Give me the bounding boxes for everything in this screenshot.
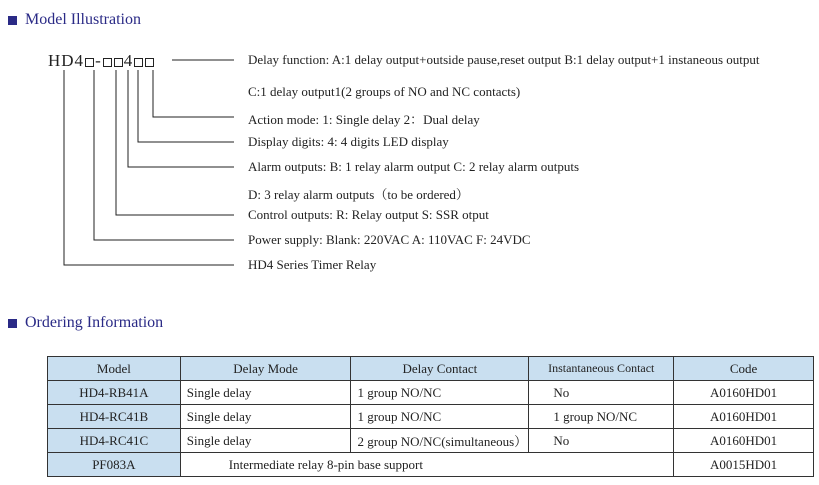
desc-power-supply: Power supply: Blank: 220VAC A: 110VAC F: 24VDC <box>248 232 531 247</box>
ordering-table <box>47 356 814 477</box>
delay-contact-cell: 1 group NO/NC <box>351 405 529 429</box>
code-mid: 4 <box>123 51 134 70</box>
leader-alarm-outputs <box>128 70 234 167</box>
model-cell: HD4-RB41A <box>48 381 181 405</box>
column-header: Delay Contact <box>351 357 529 381</box>
desc-series: HD4 Series Timer Relay <box>248 257 377 272</box>
model-cell: HD4-RC41B <box>48 405 181 429</box>
desc-alarm-outputs: Alarm outputs: B: 1 relay alarm output C: 2 relay alarm outputs <box>248 159 580 174</box>
column-header: Delay Mode <box>180 357 351 381</box>
instant-contact-cell: No <box>529 429 674 453</box>
instant-contact-cell: 1 group NO/NC <box>529 405 674 429</box>
code-cell: A0015HD01 <box>674 453 814 477</box>
code-cell: A0160HD01 <box>674 381 814 405</box>
desc-display-digits: Display digits: 4: 4 digits LED display <box>248 134 449 149</box>
table-row <box>48 381 814 405</box>
delay-mode-cell: Single delay <box>180 381 351 405</box>
leader-action-mode <box>153 70 234 117</box>
model-cell: PF083A <box>48 453 181 477</box>
delay-contact-cell: 2 group NO/NC(simultaneous） <box>351 429 529 453</box>
delay-mode-cell: Single delay <box>180 429 351 453</box>
leader-display-digits <box>138 70 234 142</box>
table-row <box>48 453 814 477</box>
desc-action-mode: Action mode: 1: Single delay 2：Dual delay <box>248 112 480 127</box>
delay-contact-cell: 1 group NO/NC <box>351 381 529 405</box>
delay-mode-cell: Single delay <box>180 405 351 429</box>
square-bullet-icon <box>8 319 17 328</box>
column-header: Code <box>674 357 814 381</box>
code-prefix: HD4 <box>48 51 85 70</box>
section-title: Model Illustration <box>25 11 141 28</box>
description-cell: Intermediate relay 8-pin base support <box>180 453 673 477</box>
code-cell: A0160HD01 <box>674 429 814 453</box>
table-row <box>48 429 814 453</box>
section-title: Ordering Information <box>25 314 164 331</box>
desc-alarm-outputs-d: D: 3 relay alarm outputs（to be ordered） <box>248 187 469 202</box>
desc-delay-function: Delay function: A:1 delay output+outside pause,reset output B:1 delay output+1 instaneous output <box>248 52 760 67</box>
table-header-row <box>48 357 814 381</box>
column-header: Instantaneous Contact <box>529 357 674 381</box>
code-cell: A0160HD01 <box>674 405 814 429</box>
column-header: Model <box>48 357 181 381</box>
desc-delay-function-c: C:1 delay output1(2 groups of NO and NC contacts) <box>248 84 521 99</box>
code-dash: - <box>95 51 102 70</box>
ordering-information-heading <box>8 314 163 332</box>
table-row <box>48 405 814 429</box>
desc-control-outputs: Control outputs: R: Relay output S: SSR otput <box>248 207 489 222</box>
instant-contact-cell: No <box>529 381 674 405</box>
model-cell: HD4-RC41C <box>48 429 181 453</box>
